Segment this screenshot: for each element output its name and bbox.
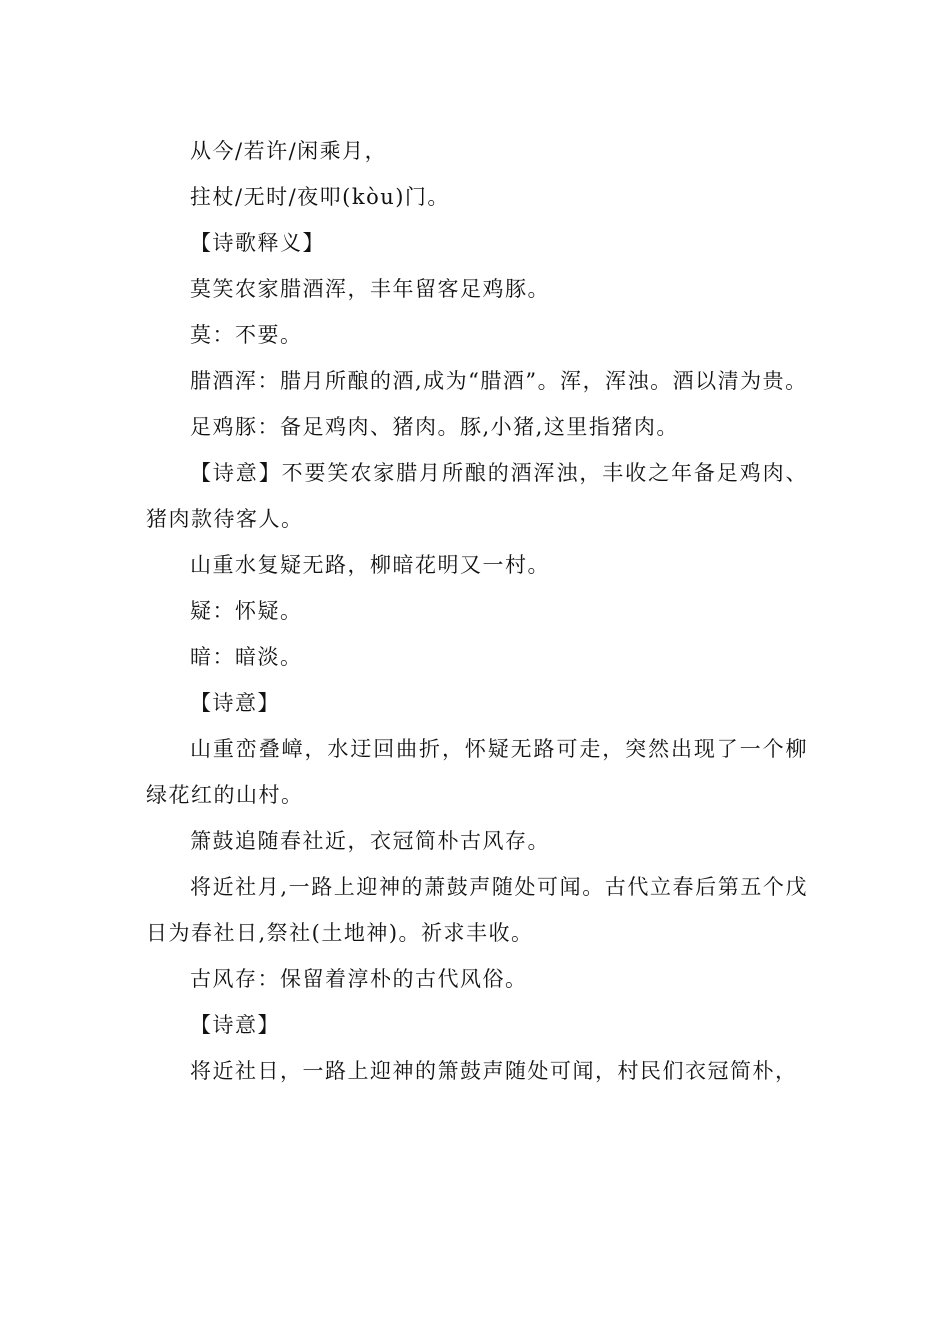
poem-meaning: 将近社日，一路上迎神的箫鼓声随处可闻，村民们衣冠简朴， [190, 1059, 798, 1083]
word-note: 足鸡豚：备足鸡肉、猪肉。豚,小猪,这里指猪肉。 [190, 415, 679, 439]
poem-meaning: 【诗意】不要笑农家腊月所酿的酒浑浊，丰收之年备足鸡肉、猪肉款待客人。 [146, 461, 808, 531]
word-note: 暗：暗淡。 [190, 645, 303, 669]
word-note: 将近社月,一路上迎神的萧鼓声随处可闻。古代立春后第五个戊日为春社日,祭社(土地神)。祈求丰收。 [146, 875, 808, 945]
word-note: 古风存：保留着淳朴的古代风俗。 [190, 967, 528, 991]
poem-verse: 山重水复疑无路，柳暗花明又一村。 [190, 553, 550, 577]
poem-line-1: 从今/若许/闲乘月， [190, 139, 388, 163]
word-note: 疑：怀疑。 [190, 599, 303, 623]
poem-verse: 莫笑农家腊酒浑，丰年留客足鸡豚。 [190, 277, 550, 301]
word-note: 腊酒浑：腊月所酿的酒,成为“腊酒”。浑，浑浊。酒以清为贵。 [190, 369, 808, 393]
section-heading-poem-meaning: 【诗意】 [190, 691, 280, 715]
poem-meaning: 山重峦叠嶂，水迂回曲折，怀疑无路可走，突然出现了一个柳绿花红的山村。 [146, 737, 808, 807]
document-body [146, 128, 808, 1094]
poem-verse: 箫鼓追随春社近，衣冠简朴古风存。 [190, 829, 550, 853]
section-heading-poem-explanation: 【诗歌释义】 [190, 231, 325, 255]
section-heading-poem-meaning: 【诗意】 [190, 1013, 280, 1037]
word-note: 莫：不要。 [190, 323, 303, 347]
poem-line-2: 拄杖/无时/夜叩(kòu)门。 [190, 185, 450, 209]
